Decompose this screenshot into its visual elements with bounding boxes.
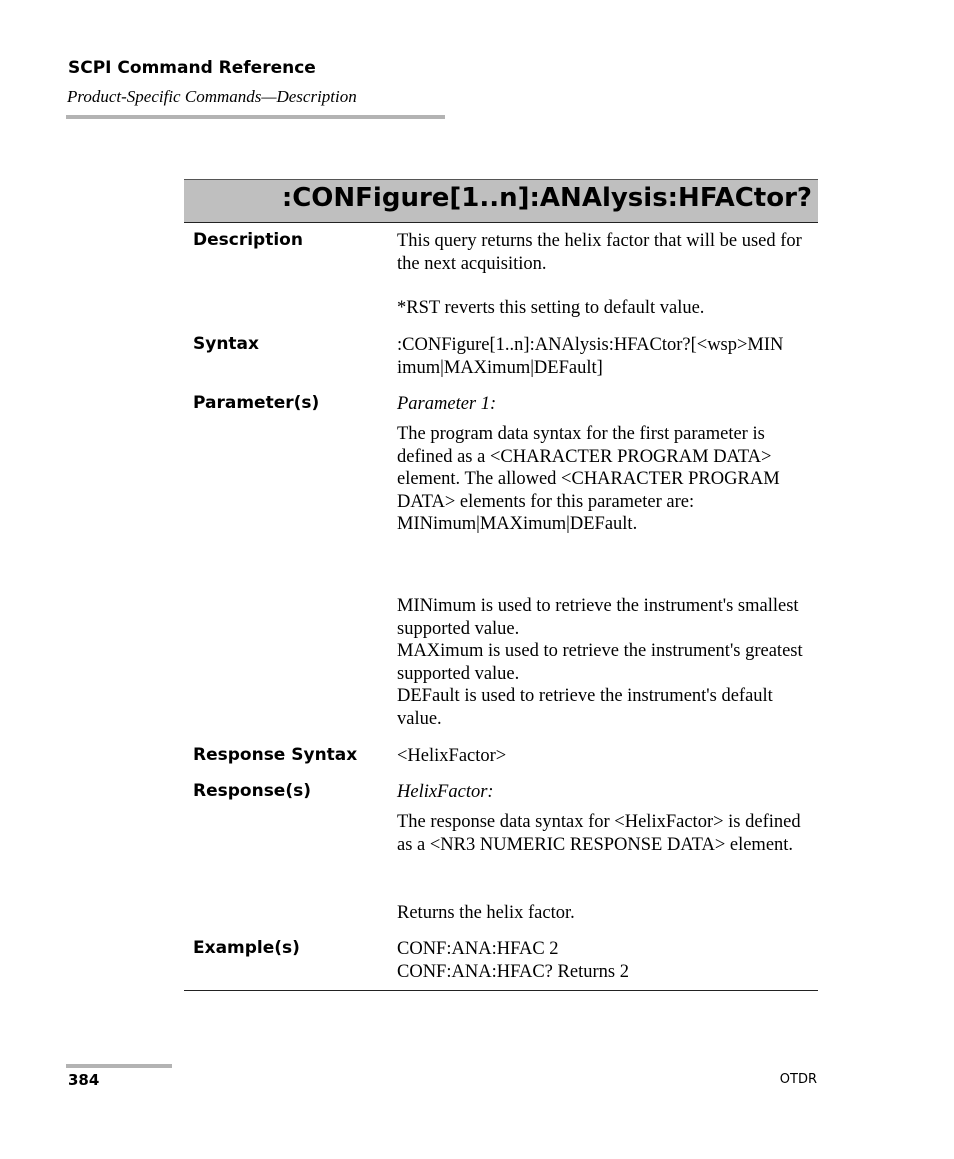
syntax-text: :CONFigure[1..n]:ANAlysis:HFACtor?[<wsp>MIN imum|MAXimum|DEFault] — [397, 335, 784, 378]
examples-text: CONF:ANA:HFAC 2 CONF:ANA:HFAC? Returns 2 — [397, 939, 629, 982]
command-title-bar — [184, 179, 818, 223]
response-definition: The response data syntax for <HelixFactor> is defined as a <NR3 NUMERIC RESPONSE DATA> element. — [397, 812, 801, 855]
header-divider — [66, 115, 445, 119]
table-end-divider — [184, 990, 818, 991]
parameter-name: Parameter 1: — [397, 394, 497, 414]
footer-divider — [66, 1064, 172, 1068]
section-subtitle: Product-Specific Commands—Description — [67, 87, 357, 106]
product-name: OTDR — [779, 1072, 817, 1087]
parameter-details: MINimum is used to retrieve the instrument's smallest supported value. MAXimum is used to retrieve the instrument's greatest supported value. DEFault is used to retrieve the instrument's default value. — [397, 596, 803, 729]
responses-label: Response(s) — [193, 781, 311, 801]
response-name: HelixFactor: — [397, 782, 494, 802]
parameter-definition: The program data syntax for the first parameter is defined as a <CHARACTER PROGRAM DATA> element. The allowed <CHARACTER PROGRAM DATA> elements for this parameter are: MINimum|MAXimum|DEFault. — [397, 424, 780, 535]
syntax-label: Syntax — [193, 334, 259, 354]
page-number: 384 — [68, 1071, 100, 1089]
command-title: :CONFigure[1..n]:ANAlysis:HFACtor? — [281, 183, 812, 213]
section-title: SCPI Command Reference — [68, 58, 316, 78]
description-label: Description — [193, 230, 303, 250]
response-syntax-text: <HelixFactor> — [397, 746, 507, 766]
parameters-label: Parameter(s) — [193, 393, 320, 413]
response-returns: Returns the helix factor. — [397, 903, 575, 923]
examples-label: Example(s) — [193, 938, 300, 958]
response-syntax-label: Response Syntax — [193, 745, 358, 765]
description-text: This query returns the helix factor that will be used for the next acquisition. — [397, 231, 802, 274]
description-rst: *RST reverts this setting to default value. — [397, 298, 705, 318]
